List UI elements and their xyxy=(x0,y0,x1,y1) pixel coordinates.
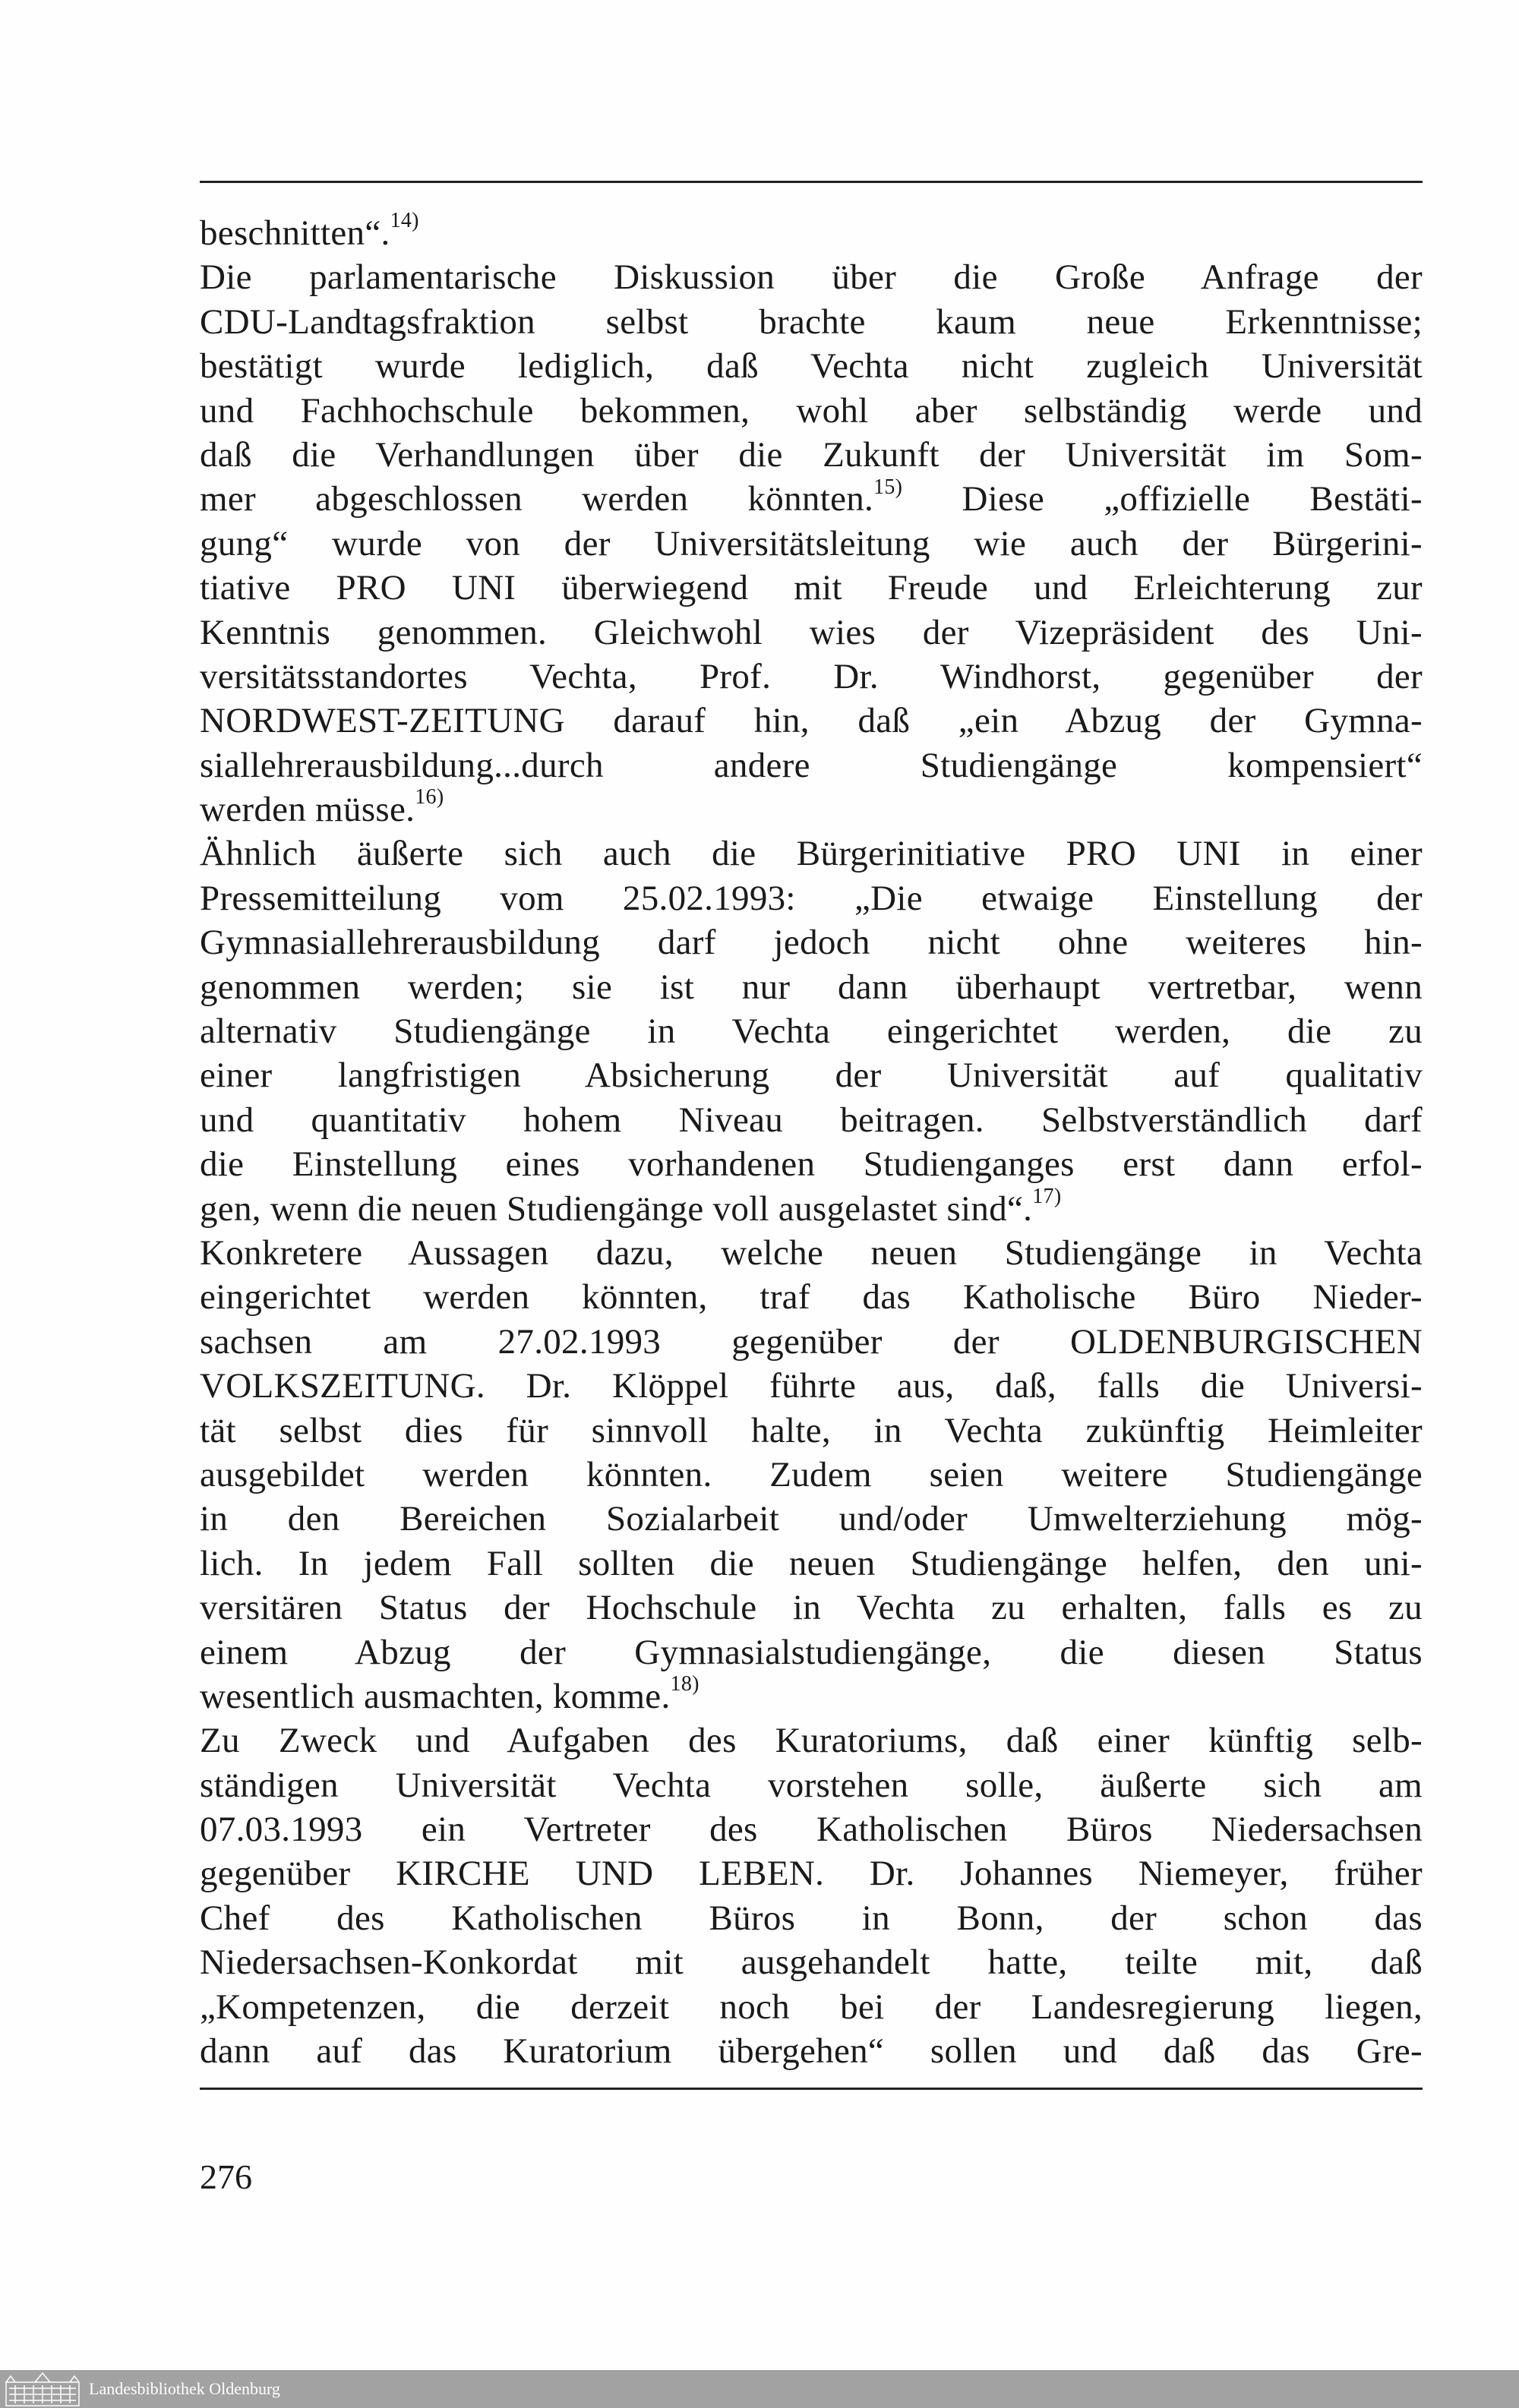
text-line xyxy=(200,743,1423,787)
text-line xyxy=(200,920,1423,964)
line-text: gegenüber KIRCHE UND LEBEN. Dr. Johannes Niemeyer, früher xyxy=(200,1854,1423,1894)
text-line xyxy=(200,1807,1423,1851)
text-line xyxy=(200,1231,1423,1275)
footnote-reference: 14) xyxy=(390,209,419,233)
line-text: bestätigt wurde lediglich, daß Vechta nicht zugleich Universität xyxy=(200,346,1423,387)
text-line xyxy=(200,1453,1423,1497)
line-text: versitätsstandortes Vechta, Prof. Dr. Windhorst, gegenüber der xyxy=(200,656,1423,696)
line-text: einer langfristigen Absicherung der Universität auf qualitativ xyxy=(200,1056,1423,1096)
text-line xyxy=(200,1542,1423,1586)
line-text: ausgebildet werden könnten. Zudem seien weitere Studiengänge xyxy=(200,1454,1423,1494)
text-line xyxy=(200,211,1423,255)
text-line xyxy=(200,1630,1423,1674)
text-line xyxy=(200,433,1423,477)
line-text: Pressemitteilung vom 25.02.1993: „Die etwaige Einstellung der xyxy=(200,878,1423,918)
text-line xyxy=(200,655,1423,699)
text-line xyxy=(200,566,1423,610)
line-text: ständigen Universität Vechta vorstehen solle, äußerte sich am xyxy=(200,1765,1423,1805)
line-text: CDU-Landtagsfraktion selbst brachte kaum neue Erkenntnisse; xyxy=(200,301,1423,342)
text-line xyxy=(200,1763,1423,1807)
text-line xyxy=(200,876,1423,920)
line-text: Diese „offizielle Bestäti- xyxy=(902,479,1423,519)
text-line xyxy=(200,1851,1423,1895)
line-text: alternativ Studiengänge in Vechta eingerichtet werden, die zu xyxy=(200,1011,1423,1052)
library-footer-bar xyxy=(0,2370,1519,2408)
text-line xyxy=(200,1098,1423,1142)
text-line xyxy=(200,787,1423,832)
library-name: Landesbibliothek Oldenburg xyxy=(89,2379,280,2398)
line-text: tiative PRO UNI überwiegend mit Freude und Erleichterung zur xyxy=(200,568,1423,608)
text-line xyxy=(200,832,1423,876)
text-line xyxy=(200,965,1423,1009)
line-text: eingerichtet werden könnten, traf das Katholische Büro Nieder- xyxy=(200,1277,1423,1318)
footnote-reference: 17) xyxy=(1032,1184,1062,1208)
line-text: Zu Zweck und Aufgaben des Kuratoriums, daß einer künftig selb- xyxy=(200,1721,1423,1761)
text-line xyxy=(200,1718,1423,1763)
line-text: Konkretere Aussagen dazu, welche neuen Studiengänge in Vechta xyxy=(200,1232,1423,1273)
line-text: in den Bereichen Sozialarbeit und/oder Umwelterziehung mög- xyxy=(200,1499,1423,1539)
text-line xyxy=(200,1940,1423,1984)
text-line xyxy=(200,1896,1423,1940)
line-text: VOLKSZEITUNG. Dr. Klöppel führte aus, daß, falls die Universi- xyxy=(200,1366,1423,1406)
line-text: NORDWEST-ZEITUNG darauf hin, daß „ein Abzug der Gymna- xyxy=(200,701,1423,741)
footnote-reference: 18) xyxy=(670,1672,699,1696)
footnote-reference: 15) xyxy=(873,475,903,499)
text-line xyxy=(200,1320,1423,1364)
top-rule xyxy=(200,181,1423,183)
text-line xyxy=(200,389,1423,433)
line-text: gen, wenn die neuen Studiengänge voll ausgelastet sind“. xyxy=(200,1188,1033,1229)
line-text: Kenntnis genommen. Gleichwohl wies der Vizepräsident des Uni- xyxy=(200,612,1423,652)
line-text: „Kompetenzen, die derzeit noch bei der Landesregierung liegen, xyxy=(200,1987,1423,2027)
library-building-logo-icon xyxy=(5,2372,81,2406)
line-text: siallehrerausbildung...durch andere Studiengänge kompensiert“ xyxy=(200,745,1423,785)
text-line xyxy=(200,1409,1423,1453)
footnote-reference: 16) xyxy=(415,785,444,810)
line-text: lich. In jedem Fall sollten die neuen Studiengänge helfen, den uni- xyxy=(200,1543,1423,1583)
body-text xyxy=(200,211,1423,2073)
text-line xyxy=(200,1009,1423,1053)
line-text: die Einstellung eines vorhandenen Studienganges erst dann erfol- xyxy=(200,1144,1423,1185)
line-text: Niedersachsen-Konkordat mit ausgehandelt hatte, teilte mit, daß xyxy=(200,1942,1423,1983)
line-text: einem Abzug der Gymnasialstudiengänge, die diesen Status xyxy=(200,1632,1423,1672)
line-text: daß die Verhandlungen über die Zukunft der Universität im Som- xyxy=(200,434,1423,475)
line-text: 07.03.1993 ein Vertreter des Katholischen Büros Niedersachsen xyxy=(200,1810,1423,1850)
text-line xyxy=(200,1275,1423,1319)
line-text: genommen werden; sie ist nur dann überhaupt vertretbar, wenn xyxy=(200,967,1423,1007)
page-number: 276 xyxy=(200,2157,252,2196)
line-text: sachsen am 27.02.1993 gegenüber der OLDENBURGISCHEN xyxy=(200,1321,1423,1362)
text-line xyxy=(200,1497,1423,1541)
text-line xyxy=(200,2029,1423,2073)
text-line xyxy=(200,1985,1423,2029)
text-line xyxy=(200,344,1423,388)
text-line xyxy=(200,611,1423,655)
line-text: und Fachhochschule bekommen, wohl aber selbständig werde und xyxy=(200,390,1423,431)
text-line xyxy=(200,699,1423,743)
line-text: wesentlich ausmachten, komme. xyxy=(200,1676,671,1716)
text-line xyxy=(200,1053,1423,1097)
text-line xyxy=(200,1142,1423,1186)
text-line xyxy=(200,1364,1423,1408)
text-line xyxy=(200,255,1423,299)
line-text: Chef des Katholischen Büros in Bonn, der schon das xyxy=(200,1898,1423,1938)
line-text: und quantitativ hohem Niveau beitragen. Selbstverständlich darf xyxy=(200,1100,1423,1140)
line-text: werden müsse. xyxy=(200,790,415,830)
line-text: gung“ wurde von der Universitätsleitung wie auch der Bürgerini- xyxy=(200,523,1423,563)
text-line xyxy=(200,300,1423,344)
line-text: Gymnasiallehrerausbildung darf jedoch nicht ohne weiteres hin- xyxy=(200,923,1423,963)
text-line xyxy=(200,1674,1423,1718)
line-text: Ähnlich äußerte sich auch die Bürgerinitiative PRO UNI in einer xyxy=(200,834,1423,874)
line-text: beschnitten“. xyxy=(200,213,390,253)
line-text: mer abgeschlossen werden könnten. xyxy=(200,479,874,519)
text-line xyxy=(200,1586,1423,1630)
bottom-rule xyxy=(200,2088,1423,2090)
line-text: dann auf das Kuratorium übergehen“ sollen und daß das Gre- xyxy=(200,2031,1423,2072)
line-text: tät selbst dies für sinnvoll halte, in Vechta zukünftig Heimleiter xyxy=(200,1410,1423,1450)
line-text: Die parlamentarische Diskussion über die Große Anfrage der xyxy=(200,257,1423,298)
text-line xyxy=(200,522,1423,566)
line-text: versitären Status der Hochschule in Vechta zu erhalten, falls es zu xyxy=(200,1588,1423,1628)
text-line xyxy=(200,477,1423,521)
text-line xyxy=(200,1184,1423,1231)
